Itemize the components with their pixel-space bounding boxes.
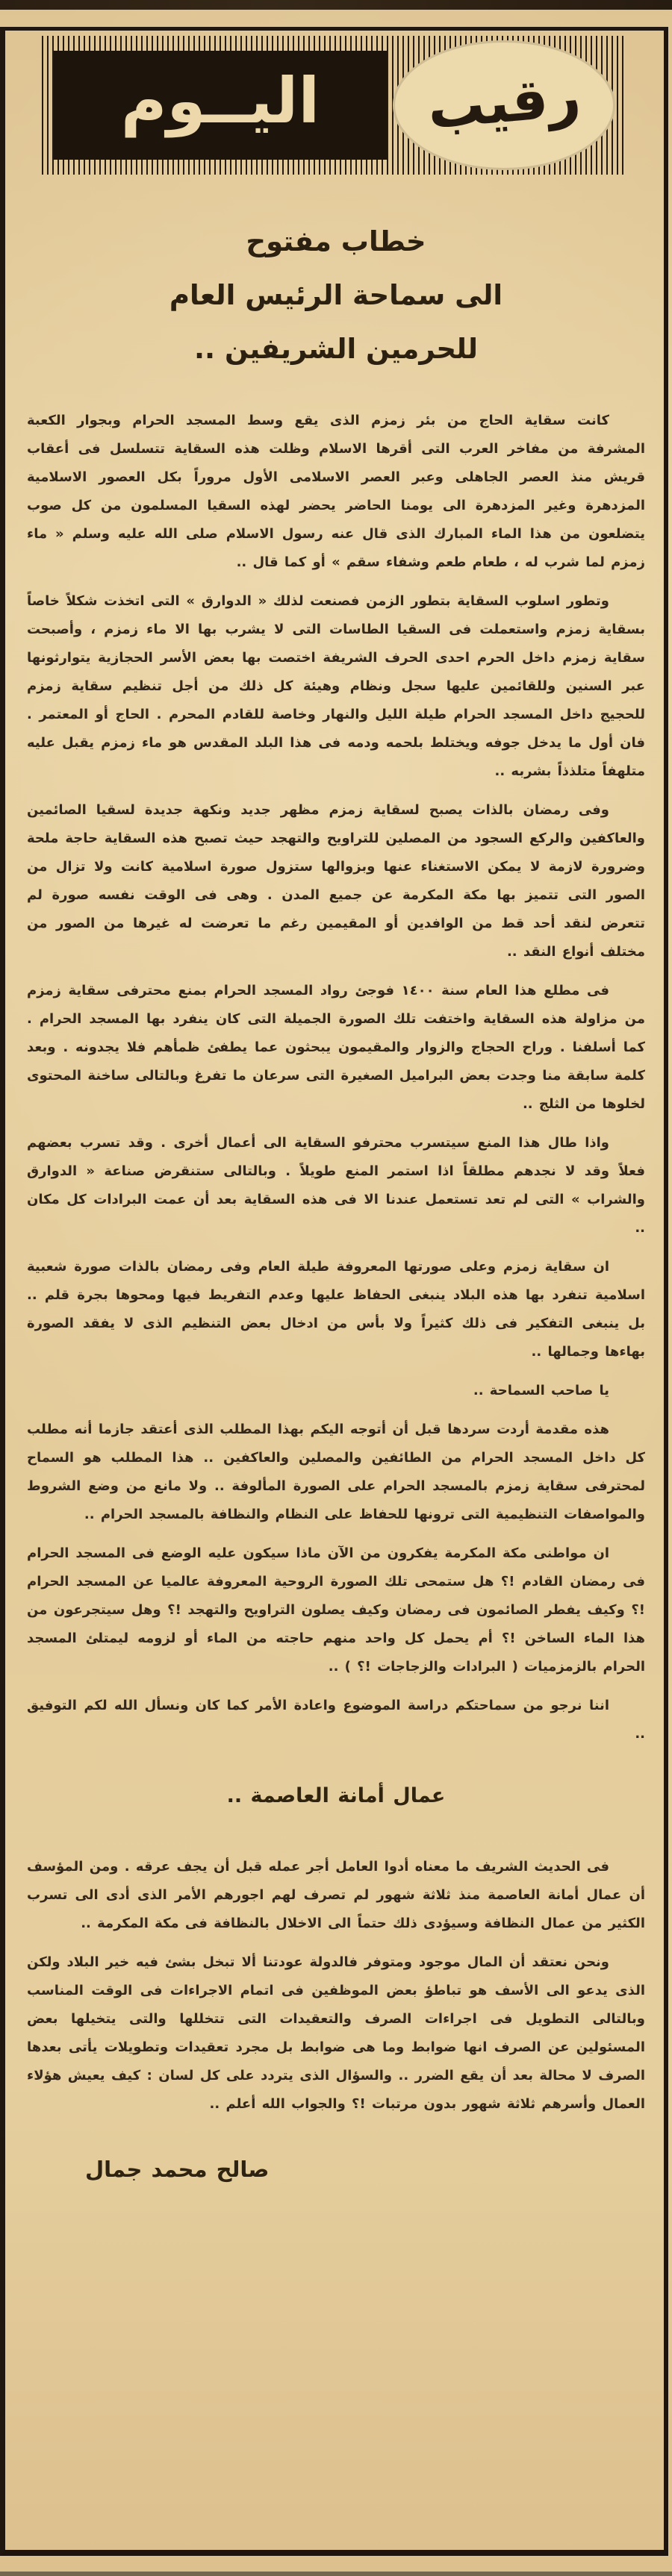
paragraph: فى مطلع هذا العام سنة ١٤٠٠ فوجئ رواد المسجد الحرام بمنع محترفى سقاية زمزم من مزاولة هذه السقاية واختفت تلك الصورة الجميلة التى كان ينفرد بها المسجد الحرام . كما أسلفنا . وراح الحجاج والزوار والمقيمون يبحثون عما يطفئ ظمأهم فلا يجدونه . وبعد كلمة سابقة منا وجدت بعض البراميل الصغيرة التى سرعان ما تفرغ وبالتالى ساخنة المحتوى لخلوها من الثلج .. <box>27 983 645 1112</box>
paragraph: كانت سقاية الحاج من بئر زمزم الذى يقع وسط المسجد الحرام وبجوار الكعبة المشرفة من مفاخر العرب التى أقرها الاسلام وظلت هذه السقاية تتسلسل فى أعقاب قريش منذ العصر الجاهلى وعبر العصر الاسلامى الأول مروراً بكل العصور الاسلامية المزدهرة وغير المزدهرة الى يومنا الحاضر يحضر لهذه السقيا المسلمون من كل صوب يتضلعون من هذا الماء المبارك الذى قال عنه رسول الاسلام صلى الله عليه وسلم « ماء زمزم لما شرب له ، طعام طعم وشفاء سقم » أو كما قال .. <box>27 413 645 570</box>
paragraph: ان سقاية زمزم وعلى صورتها المعروفة طيلة العام وفى رمضان بالذات صورة شعبية اسلامية تنفرد بها هذه البلاد ينبغى الحفاظ عليها وعدم التفريط فيها ومحوها بجرة قلم .. بل ينبغى التفكير فى ذلك كثيراً ولا بأس من ادخال بعض التنظيم الذى لا يفقد الصورة بهاءها وجمالها .. <box>27 1259 645 1360</box>
section-heading: عمال أمانة العاصمة .. <box>226 1784 446 1807</box>
article-headline <box>0 215 672 376</box>
masthead-word-raqib: رقيب <box>424 62 583 142</box>
author-signature: صالح محمد جمال <box>85 2157 270 2182</box>
paragraph: هذه مقدمة أردت سردها قبل أن أتوجه اليكم بهذا المطلب الذى أعتقد جازما أنه مطلب كل داخل المسجد الحرام من الطائفين والمصلين والعاكفين .. هذا المطلب هو السماح لمحترفى سقاية زمزم بالمسجد الحرام على الصورة المألوفة .. ولا مانع من وضع الشروط والمواصفات التنظيمية التى ترونها للحفاظ على النظام والنظافة بالمسجد الحرام .. <box>27 1422 645 1522</box>
paragraph-salutation: يا صاحب السماحة .. <box>473 1383 609 1398</box>
paragraph: ونحن نعتقد أن المال موجود ومتوفر فالدولة عودتنا ألا تبخل بشئ فيه خير البلاد ولكن الذى يدعو الى الأسف هو تباطؤ بعض الموظفين فى اتمام الاجراءات فى الوقت المناسب وبالتالى التطويل فى اجراءات الصرف والتعقيدات التى تتخللها والتى يتخيلها بعض المسئولين عن الصرف انها ضوابط وما هى ضوابط بل مجرد تعقيدات وتطويلات يأتى بعدها الصرف لا محالة بعد أن يقع الضرر .. والسؤال الذى يتردد على كل لسان : كيف يعيش هؤلاء العمال وأسرهم ثلاثة شهور بدون مرتبات !؟ والجواب الله أعلم .. <box>27 1954 645 2112</box>
scan-top-edge <box>0 0 672 10</box>
masthead <box>42 36 626 175</box>
paragraph: وتطور اسلوب السقاية بتطور الزمن فصنعت لذلك « الدوارق » التى اتخذت شكلاً خاصاً بسقاية زمزم واستعملت فى السقيا الطاسات التى لا يشرب بها الا ماء زمزم ، وأصبحت سقاية زمزم داخل الحرم احدى الحرف الشريفة اختصت بها بعض الأسر الحجازية يتوارثونها عبر السنين وللقائمين عليها سجل ونظام وهيئة كل ذلك من أجل تنظيم سقاية زمزم للحجيج داخل المسجد الحرام طيلة الليل والنهار وخاصة للقادم المحرم . الحاج أو المعتمر . فان أول ما يدخل جوفه ويختلط بلحمه ودمه فى هذا البلد المقدس هو ماء زمزم يقبل عليه متلهفاً متلذذاً بشربه .. <box>27 593 645 779</box>
paragraph: ان مواطنى مكة المكرمة يفكرون من الآن ماذا سيكون عليه الوضع فى المسجد الحرام فى رمضان القادم !؟ هل ستمحى تلك الصورة الروحية المعروفة عالميا عن المسجد الحرام !؟ وكيف يفطر الصائمون فى رمضان وكيف يصلون التراويح والتهجد !؟ وهل سيتجرعون من هذا الماء الساخن !؟ أم يحمل كل واحد منهم حاجته من الماء أو لزومه ليمتلئ المسجد الحرام بالزمزميات ( البرادات والزجاجات !؟ ) .. <box>27 1545 645 1675</box>
masthead-oval <box>393 40 615 170</box>
headline-line-3: للحرمين الشريفين .. <box>193 333 479 365</box>
paragraph: اننا نرجو من سماحتكم دراسة الموضوع واعادة الأمر كما كان ونسأل الله لكم التوفيق .. <box>27 1698 645 1742</box>
headline-line-1: خطاب مفتوح <box>246 225 426 257</box>
paragraph: وفى رمضان بالذات يصبح لسقاية زمزم مظهر جديد ونكهة جديدة لسقيا الصائمين والعاكفين والركع السجود من المصلين للتراويح والتهجد حيث تصبح هذه السقاية حاجة ملحة وضرورة لازمة لا يمكن الاستغناء عنها وبزوالها ستزول صورة اسلامية كانت ولا تزال من الصور التى تتميز بها مكة المكرمة عن جميع المدن . وهى فى الوقت نفسه صورة لم تتعرض لنقد أحد قط من الوافدين أو المقيمين رغم ما تعرضت له غيرها من الصور من مختلف أنواع النقد .. <box>27 802 645 960</box>
article-body <box>27 407 645 2195</box>
scan-bottom-edge <box>0 2572 672 2576</box>
paragraph: فى الحديث الشريف ما معناه أدوا العامل أجر عمله قبل أن يجف عرقه . ومن المؤسف أن عمال أمانة العاصمة منذ ثلاثة شهور لم تصرف لهم اجورهم الأمر الذى أدى الى تسرب الكثير من عمال النظافة وسيؤدى ذلك حتماً الى الاخلال بالنظافة فى مكة المكرمة .. <box>27 1859 645 1931</box>
paragraph: واذا طال هذا المنع سيتسرب محترفو السقاية الى أعمال أخرى . وقد تسرب بعضهم فعلاً وقد لا نجدهم مطلقاً اذا استمر المنع طويلاً . وبالتالى ستنقرض صناعة « الدوارق والشراب » التى لم تعد تستعمل عندنا الا فى هذه السقاية بعد أن عمت البرادات كل مكان .. <box>27 1135 645 1236</box>
headline-line-2: الى سماحة الرئيس العام <box>169 279 503 311</box>
masthead-word-alyawm: اليــوم <box>120 64 320 137</box>
masthead-black-box <box>54 51 387 160</box>
